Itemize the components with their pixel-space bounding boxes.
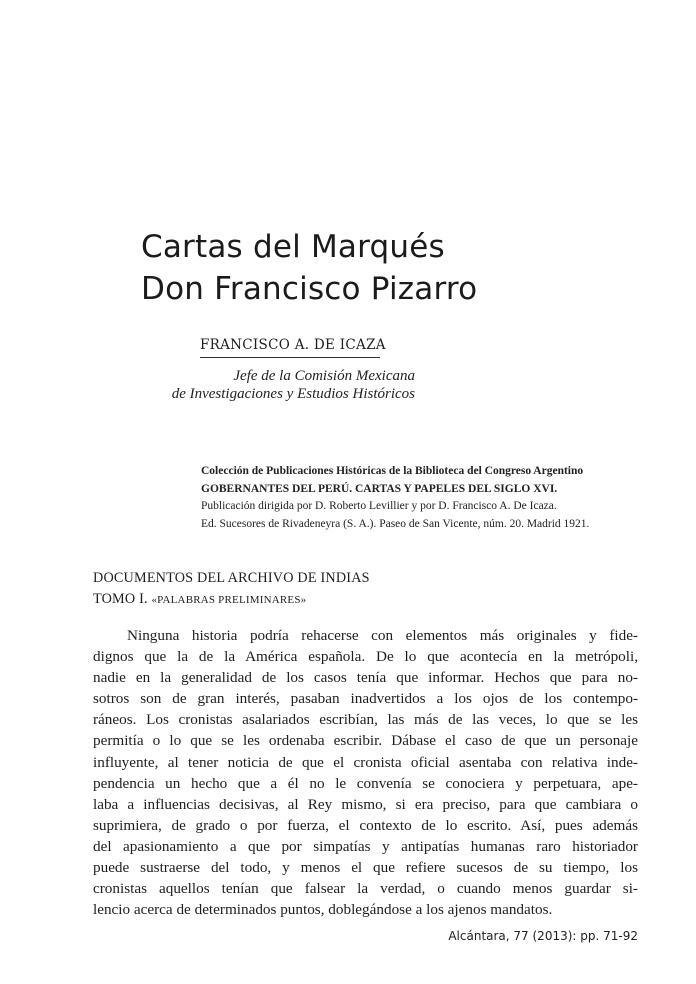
body-paragraph [93,625,638,920]
author-underline [200,357,380,358]
section-heading-tomo: TOMO I. [93,591,152,607]
paragraph-line: lencio acerca de determinados puntos, doblegándose a los ajenos mandatos. [93,901,553,919]
paragraph-line: permitía o lo que se les ordenaba escribir. Dábase el caso de que un personaje [93,732,638,750]
source-line-1: Colección de Publicaciones Históricas de la Biblioteca del Congreso Argentino [201,465,584,477]
paragraph-line: Ninguna historia podría rehacerse con elementos más originales y fide- [127,627,638,644]
paragraph-line: sotros son de gran interés, pasaban inadvertidos a los ojos de los contempo- [93,690,638,708]
paragraph-line: influyente, al tener noticia de que el cronista oficial asentaba con relativa inde- [93,753,638,771]
author-affiliation [160,367,415,403]
source-line-2: GOBERNANTES DEL PERÚ. CARTAS Y PAPELES DEL SIGLO XVI. [201,482,558,495]
title-line-1: Cartas del Marqués [141,229,445,265]
paragraph-line: suprimiera, de grado o por fuerza, el contexto de lo escrito. Así, pues además [93,816,638,834]
source-line-3: Publicación dirigida por D. Roberto Levillier y por D. Francisco A. De Icaza. [201,500,557,513]
paragraph-line: nadie en la generalidad de los casos tenía que informar. Hechos que para no- [93,669,638,687]
paragraph-line: pendencia un hecho que a él no le convenía se conociera y perpetuara, ape- [93,774,638,792]
section-heading [93,568,370,611]
paragraph-line: cronistas aquellos tenían que falsear la verdad, o cuando menos guardar si- [93,880,638,898]
author-name: FRANCISCO A. DE ICAZA [200,337,386,353]
paragraph-line: dignos que la de la América española. De lo que acontecía en la metrópoli, [93,648,638,666]
paragraph-line: puede sustraerse del todo, y menos el que refiere sucesos de su tiempo, los [93,859,638,877]
title-line-2: Don Francisco Pizarro [141,271,478,307]
paragraph-line: ráneos. Los cronistas asalariados escribían, las más de las veces, lo que se les [93,711,638,729]
article-title [141,226,621,310]
affiliation-line-2: de Investigaciones y Estudios Históricos [171,386,415,402]
section-heading-subtitle: «PALABRAS PRELIMINARES» [151,594,307,606]
paragraph-line: del apasionamiento a que por simpatías y antipatías humanas raro historiador [93,837,638,855]
section-heading-line-1: DOCUMENTOS DEL ARCHIVO DE INDIAS [93,570,370,586]
page-footer-citation: Alcántara, 77 (2013): pp. 71-92 [448,929,638,943]
affiliation-line-1: Jefe de la Comisión Mexicana [233,368,415,384]
source-line-4: Ed. Sucesores de Rivadeneyra (S. A.). Paseo de San Vicente, núm. 20. Madrid 1921. [201,517,590,530]
section-heading-line-2 [93,589,370,611]
source-reference [201,463,641,533]
paragraph-line: laba a influencias decisivas, al Rey mismo, si era preciso, para que cambiara o [93,795,638,813]
